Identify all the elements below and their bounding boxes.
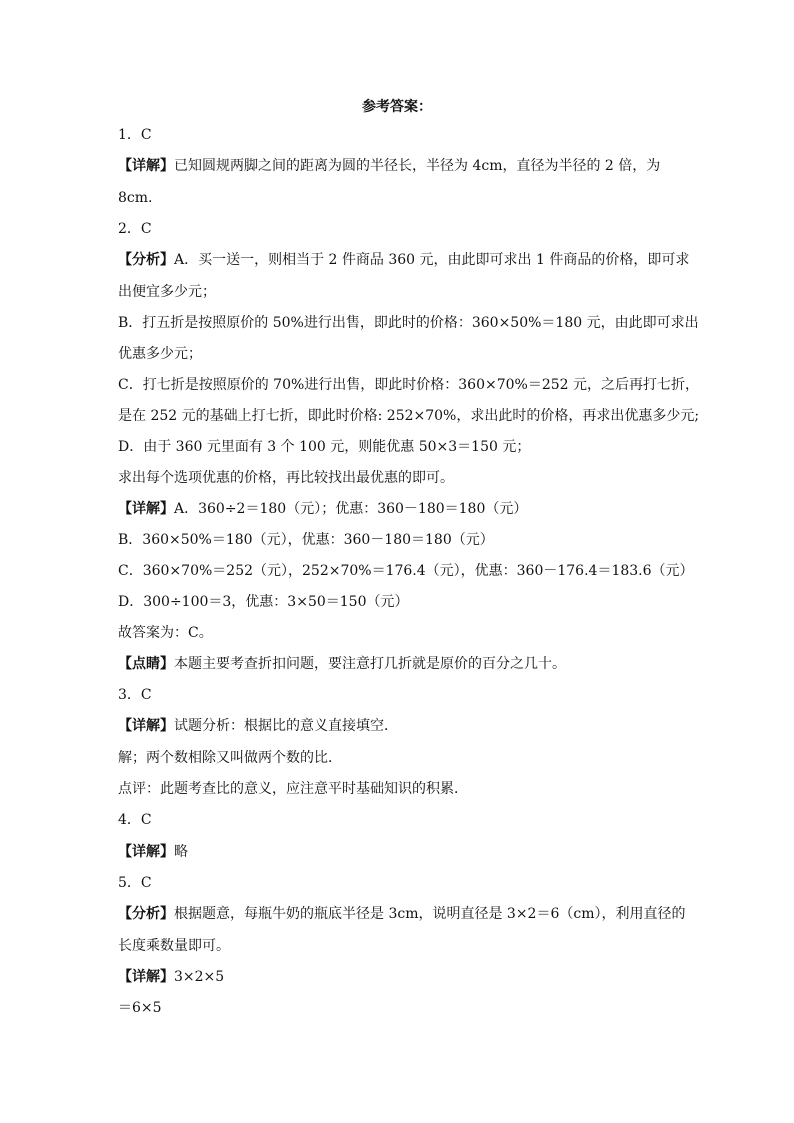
line-text: 2．C (118, 221, 152, 237)
answer-line (118, 999, 688, 1017)
answer-line (118, 251, 688, 269)
line-text: 4．C (118, 812, 152, 828)
answer-line (118, 593, 688, 611)
answer-line (118, 283, 688, 301)
line-tag: 【详解】 (118, 969, 174, 985)
line-text: 8cm. (118, 190, 153, 206)
line-tag: 【点睛】 (118, 656, 174, 672)
answer-line (118, 345, 688, 363)
line-text: 求出每个选项优惠的价格，再比较找出最优惠的即可。 (118, 470, 454, 486)
line-tag: 【分析】 (118, 906, 174, 922)
line-text: 试题分析：根据比的意义直接填空． (174, 718, 398, 734)
page-title: 参考答案： (362, 99, 432, 115)
line-text: A．买一送一，则相当于 2 件商品 360 元，由此即可求出 1 件商品的价格，即可求 (174, 252, 690, 268)
answer-line (118, 686, 688, 704)
line-text: C．打七折是按照原价的 70%进行出售，即此时价格：360×70%＝252 元，之后再打七折， (118, 377, 700, 393)
line-text: D．由于 360 元里面有 3 个 100 元，则能优惠 50×3＝150 元； (118, 439, 531, 455)
answer-line (118, 376, 700, 394)
answer-line (118, 811, 688, 829)
line-text: 略 (174, 844, 188, 860)
answer-line (118, 717, 688, 735)
line-text: 本题主要考查折扣问题，要注意打几折就是原价的百分之几十。 (174, 656, 566, 672)
line-text: 5．C (118, 875, 152, 891)
line-text: 点评：此题考查比的意义，应注意平时基础知识的积累． (118, 781, 468, 797)
answer-line (118, 126, 688, 144)
line-text: B．打五折是按照原价的 50%进行出售，即此时的价格：360×50%＝180 元，由此即可求出 (118, 315, 699, 331)
line-text: 故答案为：C。 (118, 625, 213, 641)
line-text: 3×2×5 (174, 969, 225, 985)
answer-line (118, 314, 699, 332)
answer-line (118, 624, 688, 642)
line-tag: 【详解】 (118, 501, 174, 517)
line-text: 解；两个数相除又叫做两个数的比． (118, 750, 342, 766)
answer-line (118, 157, 688, 175)
line-text: 1．C (118, 127, 152, 143)
answer-line (118, 843, 688, 861)
answer-line (118, 531, 688, 549)
line-text: ＝6×5 (118, 1000, 162, 1016)
line-text: C．360×70%＝252（元），252×70%＝176.4（元），优惠：360－176.4＝183.6（元） (118, 563, 694, 579)
answer-line (118, 780, 688, 798)
answer-line (118, 189, 688, 207)
answer-line (118, 562, 694, 580)
line-tag: 【详解】 (118, 844, 174, 860)
line-text: B．360×50%＝180（元），优惠：360－180＝180（元） (118, 532, 494, 548)
line-text: 3．C (118, 687, 152, 703)
answer-line (118, 438, 688, 456)
answer-line (118, 749, 688, 767)
line-text: 根据题意，每瓶牛奶的瓶底半径是 3cm，说明直径是 3×2＝6（cm），利用直径的 (174, 906, 686, 922)
line-tag: 【详解】 (118, 158, 174, 174)
answer-line (118, 220, 688, 238)
line-text: A．360÷2＝180（元）；优惠：360－180＝180（元） (174, 501, 528, 517)
line-text: 优惠多少元； (118, 346, 202, 362)
line-text: 已知圆规两脚之间的距离为圆的半径长，半径为 4cm，直径为半径的 2 倍，为 (174, 158, 661, 174)
answer-line (118, 937, 688, 955)
answer-line (118, 874, 688, 892)
line-text: 是在 252 元的基础上打七折，即此时价格: 252×70%，求出此时的价格，再求出优惠多少元; (118, 408, 700, 424)
line-text: D．300÷100＝3，优惠：3×50＝150（元） (118, 594, 409, 610)
line-text: 长度乘数量即可。 (118, 938, 230, 954)
answer-line (118, 968, 688, 986)
answer-line (118, 500, 688, 518)
line-text: 出便宜多少元； (118, 284, 216, 300)
line-tag: 【详解】 (118, 718, 174, 734)
answer-line (118, 469, 688, 487)
line-tag: 【分析】 (118, 252, 174, 268)
answer-line (118, 655, 688, 673)
answer-line (118, 407, 700, 425)
answer-line (118, 905, 688, 923)
